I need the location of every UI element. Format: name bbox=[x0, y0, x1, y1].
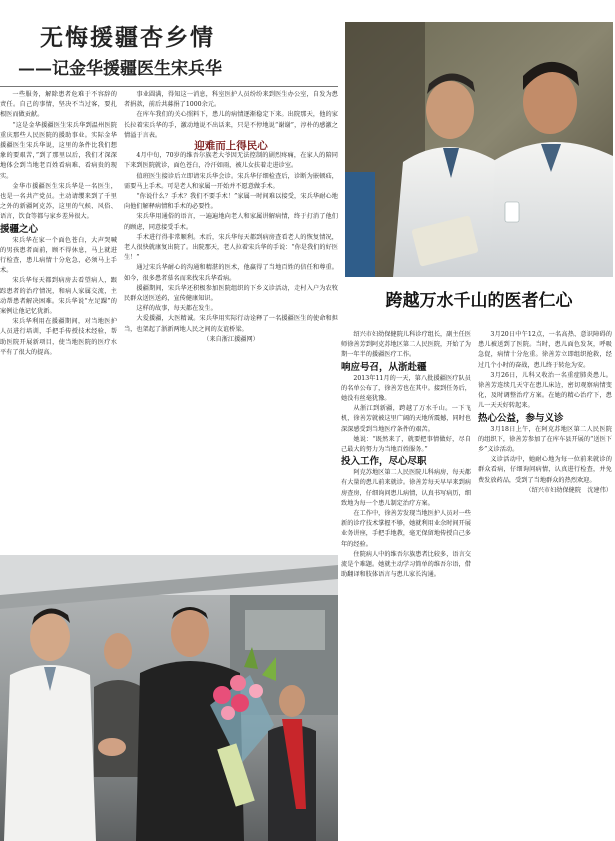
article2-column-2 bbox=[478, 330, 612, 828]
article2-column-1 bbox=[341, 330, 471, 828]
section-heading: 投入工作，尽心尽职 bbox=[341, 456, 427, 468]
paragraph: 从浙江到新疆，跨越了万水千山。一下飞机，徐善芳就被这里广阔的天地所震撼，同时也深深感受到当地医疗条件的艰苦。 bbox=[341, 405, 471, 433]
handshake-photo-illustration bbox=[0, 555, 338, 841]
article1-column-2 bbox=[124, 90, 338, 546]
paragraph: 事业圆满，得知这一消息，科室医护人员纷纷来到医生办公室，自发为患者捐款，前后共募捐了1000余元。 bbox=[124, 91, 338, 109]
paragraph: 住院病人中的维吾尔族患者比较多，语言交流是个难题。她就主动学习简单的维吾尔语，借助翻译和肢体语言与患儿家长沟通。 bbox=[341, 550, 471, 579]
section-heading: 响应号召，从浙赴疆 bbox=[341, 361, 427, 373]
article1-title bbox=[40, 23, 340, 53]
article1-subtitle bbox=[18, 58, 318, 80]
article1-subtitle-text: ——记金华援疆医生宋兵华 bbox=[18, 59, 222, 79]
paragraph: 2013年11月的一天，第八批援疆医疗队员的名单公布了，徐善芳也在其中。接到任务后，她没有丝毫犹豫。 bbox=[341, 374, 471, 403]
article1-source: （来自浙江援疆网） bbox=[203, 335, 259, 343]
paragraph: 3月26日，儿科又收治一名重症肺炎患儿。徐善芳连续几天守在患儿床边，密切观察病情变化，及时调整治疗方案。在她的精心治疗下，患儿一天天好转起来。 bbox=[478, 371, 612, 410]
section-heading: 迎难而上得民心 bbox=[194, 140, 268, 153]
paragraph: “这是金华援疆医生宋兵华到温州医院重庆那些人民医院的援助事业。实际金华援疆医生宋兵华说，这里的条件比我们想象的要艰苦，”到了那里以后，我们才深深地体会到当地老百姓看病难、看病贵的现实。 bbox=[0, 121, 117, 180]
paragraph: 绍兴市妇幼保健院儿科诊疗组长，副主任医师徐善芳到阿克苏地区第二人民医院，开始了为期一年半的援疆医疗工作。 bbox=[341, 331, 471, 359]
paragraph: 金华市援疆医生宋兵华是一名医生，也是一名共产党员。主动请缨来到了千里之外的新疆阿克苏，这里的气候、风俗、语言，饮食等都与家乡差异很大。 bbox=[0, 182, 117, 221]
article1-rule bbox=[0, 86, 338, 87]
paragraph: 值班医生接诊后立即请宋兵华会诊。宋兵华仔细检查后，诊断为嵌顿疝，需要马上手术。可是老人和家属一开始并不愿意做手术。 bbox=[124, 172, 338, 190]
paragraph: 义诊活动中，她耐心地为每一位前来就诊的群众看病，仔细询问病情，认真进行检查，并免费发放药品，受到了当地群众的热烈欢迎。 bbox=[478, 456, 612, 484]
paragraph: 大爱援疆，大医精诚。宋兵华用实际行动诠释了一名援疆医生的使命和担当，也架起了浙新两地人民之间的友谊桥梁。 bbox=[124, 315, 338, 333]
paragraph: 阿克苏地区第二人民医院儿科病房，每天都有大量的患儿前来就诊。徐善芳每天早早来到病房查房，仔细询问患儿病情，认真书写病历，细致地为每一个患儿制定治疗方案。 bbox=[341, 469, 471, 507]
paragraph: 宋兵华在家一个面色苍白，大声哭喊的男孩患者面前，顾不得休息，马上就进行检查，患儿病情十分危急，必须马上手术。 bbox=[0, 236, 117, 275]
paragraph: 一些服务，解除患者危难于不容辞的责任。自己的事情，坚决不当过客，要扎根医而做贡献。 bbox=[0, 91, 117, 119]
photo-doctors-examining bbox=[345, 22, 613, 277]
paragraph: 3月20日中午12点，一名高热、意识障碍的患儿被送到了医院。当时，患儿面色发灰，呼吸急促，病情十分危重。徐善芳立即组织抢救，经过几个小时的奋战，患儿终于转危为安。 bbox=[478, 331, 612, 369]
article2-source: （绍兴市妇幼保健院 沈建伟） bbox=[525, 486, 612, 494]
section-heading: 热心公益，参与义诊 bbox=[478, 412, 564, 424]
paragraph: 在库车我们的关心照料下，患儿的病情逐渐稳定下来。出院那天，他的家长拉着宋兵华的手，激动地说不出话来，只是不停地说“谢谢”，淳朴的感激之情溢于言表。 bbox=[124, 111, 338, 139]
paragraph: 4月中旬，70岁的维吾尔族老大爷因无法控制的剧烈疼痛，在家人的陪同下来到医院就诊，面色苍白，冷汗如雨，被儿女扶着走进诊室。 bbox=[124, 152, 338, 170]
paragraph: 3月18日上午，在阿克苏地区第二人民医院的组织下，徐善芳参加了在库车县开展的“送医下乡”义诊活动。 bbox=[478, 425, 612, 454]
paragraph: 在工作中，徐善芳发现当地医护人员对一些新的诊疗技术掌握不够，她就利用业余时间开展业务讲座，手把手地教，毫无保留地传授自己多年的经验。 bbox=[341, 510, 471, 548]
article2-title-text: 跨越万水千山的医者仁心 bbox=[385, 291, 573, 311]
article1-title-text: 无悔援疆杏乡情 bbox=[40, 24, 215, 51]
paragraph: 宋兵华利用在援疆期间，对当地医护人员进行培训，手把手传授技术经验，帮助医院开展新项目，使当地医院的医疗水平有了很大的提高。 bbox=[0, 318, 117, 356]
paragraph: 她说：“既然来了，就要把事情做好，尽自己最大的努力为当地百姓服务。” bbox=[341, 435, 471, 454]
paragraph: 这样的故事，每天都在发生。 bbox=[136, 305, 217, 313]
paragraph: 手术进行得非常顺利。术后，宋兵华每天都到病房查看老人的恢复情况，老人很快就康复出院了。出院那天，老人拉着宋兵华的手说：“你是我们的好医生！” bbox=[124, 233, 338, 262]
paragraph: 援疆期间，宋兵华还积极参加医院组织的下乡义诊活动，走村入户为农牧民群众送医送药，宣传健康知识。 bbox=[124, 284, 338, 303]
section-heading: 援疆之心 bbox=[0, 223, 39, 235]
paragraph: “你说什么？手术？我们不要手术！”家属一时间难以接受，宋兵华耐心地向他们解释病情和手术的必要性。 bbox=[124, 193, 338, 211]
article2-title bbox=[350, 290, 608, 312]
paragraph: 宋兵华每天都到病房去看望病人，跟踪患者的治疗情况，和病人家属交流，主动帮患者解决困难。宋兵华说“左足踝”的案例让他记忆犹新。 bbox=[0, 277, 117, 316]
paragraph: 宋兵华用通俗的语言，一遍遍地向老人和家属讲解病情，终于打消了他们的顾虑，同意接受手术。 bbox=[124, 213, 338, 231]
photo-handshake-flowers bbox=[0, 555, 338, 841]
article1-column-1 bbox=[0, 90, 117, 546]
doctors-photo-illustration bbox=[345, 22, 613, 277]
paragraph: 通过宋兵华耐心的沟通和精湛的医术，他赢得了当地百姓的信任和尊重。如今，很多患者慕名而来找宋兵华看病。 bbox=[124, 264, 338, 282]
